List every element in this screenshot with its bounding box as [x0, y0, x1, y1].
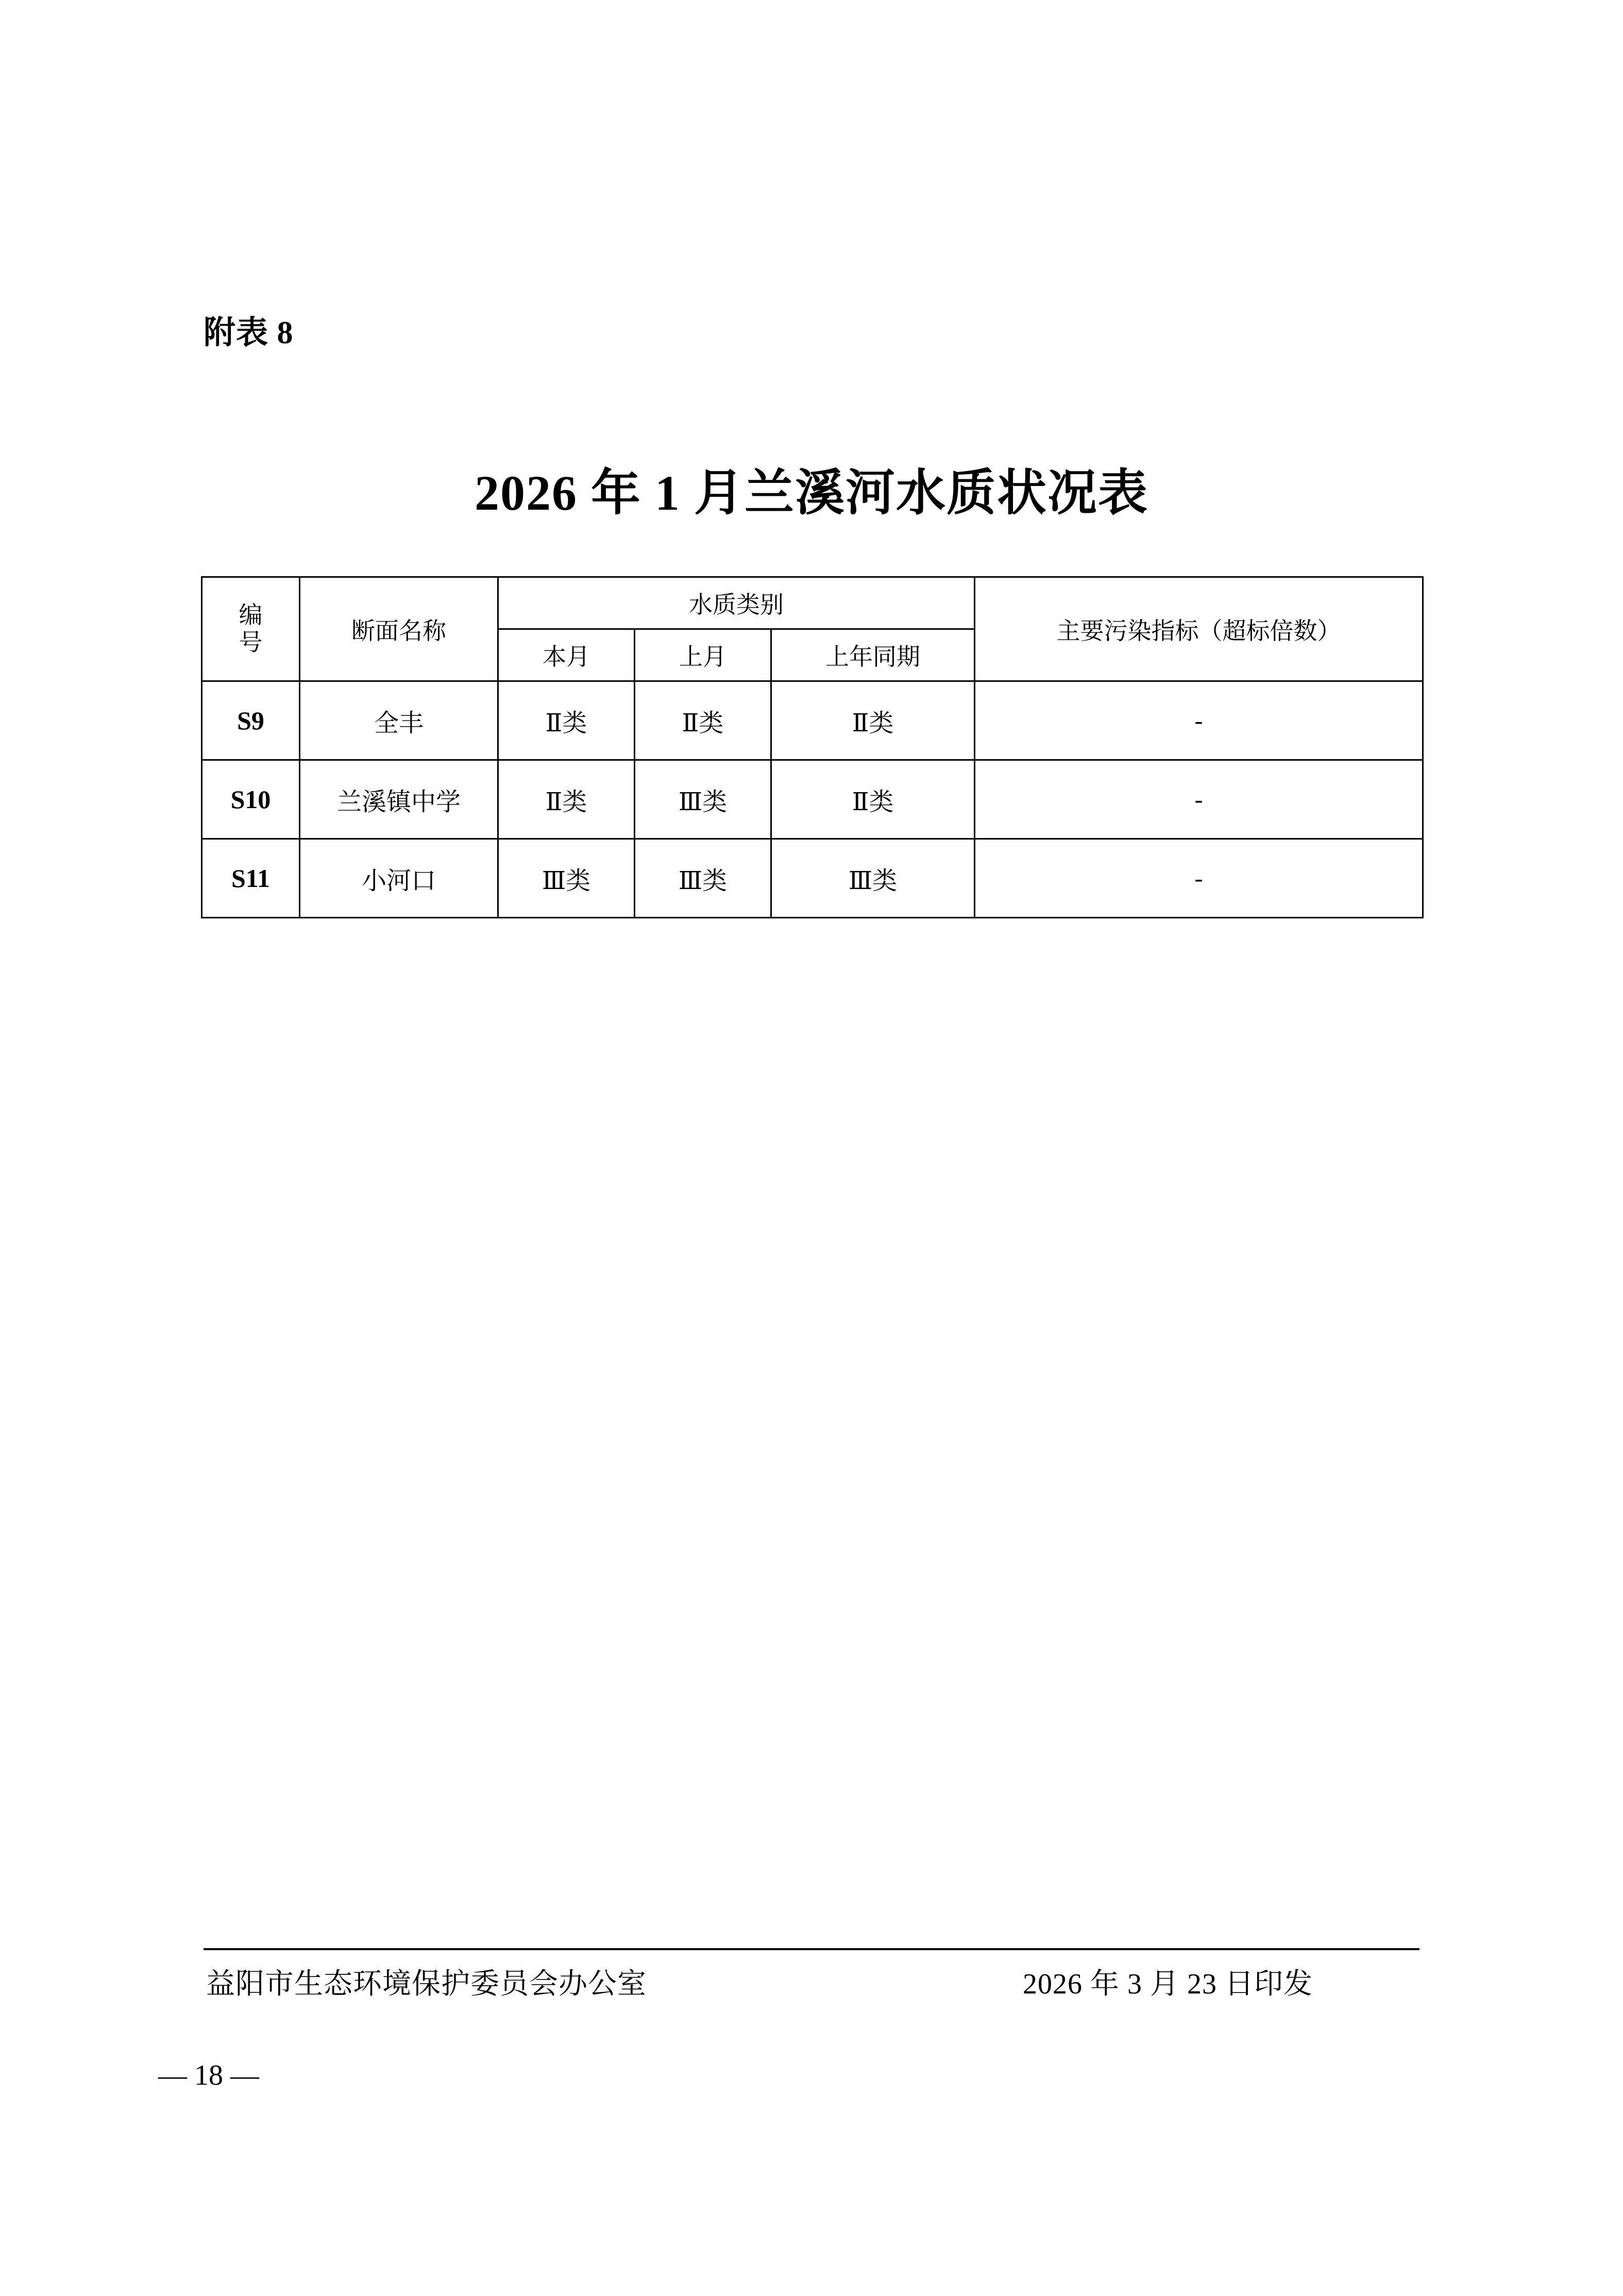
- header-cell-same-period-last-year: 上年同期: [771, 629, 975, 681]
- footer-divider: [204, 1948, 1419, 1950]
- table-row: [202, 839, 1423, 918]
- header-id-line1: 编: [239, 601, 263, 628]
- cell-section-name: 兰溪镇中学: [300, 760, 498, 839]
- header-cell-last-month: 上月: [635, 629, 771, 681]
- water-quality-table-wrapper: [201, 576, 1422, 918]
- page-number-text: — 18 —: [158, 2059, 259, 2091]
- cell-last-month: Ⅲ类: [635, 839, 771, 918]
- cell-id: S11: [202, 839, 300, 918]
- cell-id: S9: [202, 681, 300, 760]
- header-cell-section-name: 断面名称: [300, 577, 498, 681]
- cell-last-month: Ⅲ类: [635, 760, 771, 839]
- header-cell-main-pollutants: 主要污染指标（超标倍数）: [975, 577, 1423, 681]
- table-row: [202, 681, 1423, 760]
- header-cell-id: [202, 577, 300, 681]
- cell-id: S10: [202, 760, 300, 839]
- cell-last-month: Ⅱ类: [635, 681, 771, 760]
- attachment-label: 附表 8: [204, 315, 294, 350]
- cell-current-month: Ⅲ类: [498, 839, 635, 918]
- table-row: [202, 760, 1423, 839]
- cell-main-pollutants: -: [975, 681, 1423, 760]
- cell-main-pollutants: -: [975, 760, 1423, 839]
- footer-issuer: 益阳市生态环境保护委员会办公室: [206, 1968, 647, 2000]
- table-header-row-1: [202, 577, 1423, 629]
- cell-same-period-last-year: Ⅱ类: [771, 681, 975, 760]
- cell-section-name: 全丰: [300, 681, 498, 760]
- water-quality-table: [201, 576, 1424, 918]
- header-id-line2: 号: [239, 629, 263, 656]
- cell-same-period-last-year: Ⅱ类: [771, 760, 975, 839]
- cell-same-period-last-year: Ⅲ类: [771, 839, 975, 918]
- footer-issue-date: 2026 年 3 月 23 日印发: [1023, 1968, 1313, 2000]
- cell-main-pollutants: -: [975, 839, 1423, 918]
- cell-current-month: Ⅱ类: [498, 760, 635, 839]
- page-title: 2026 年 1 月兰溪河水质状况表: [475, 465, 1148, 521]
- header-cell-current-month: 本月: [498, 629, 635, 681]
- cell-section-name: 小河口: [300, 839, 498, 918]
- header-cell-water-category-group: 水质类别: [498, 577, 975, 629]
- page-number: [0, 2059, 1623, 2092]
- cell-current-month: Ⅱ类: [498, 681, 635, 760]
